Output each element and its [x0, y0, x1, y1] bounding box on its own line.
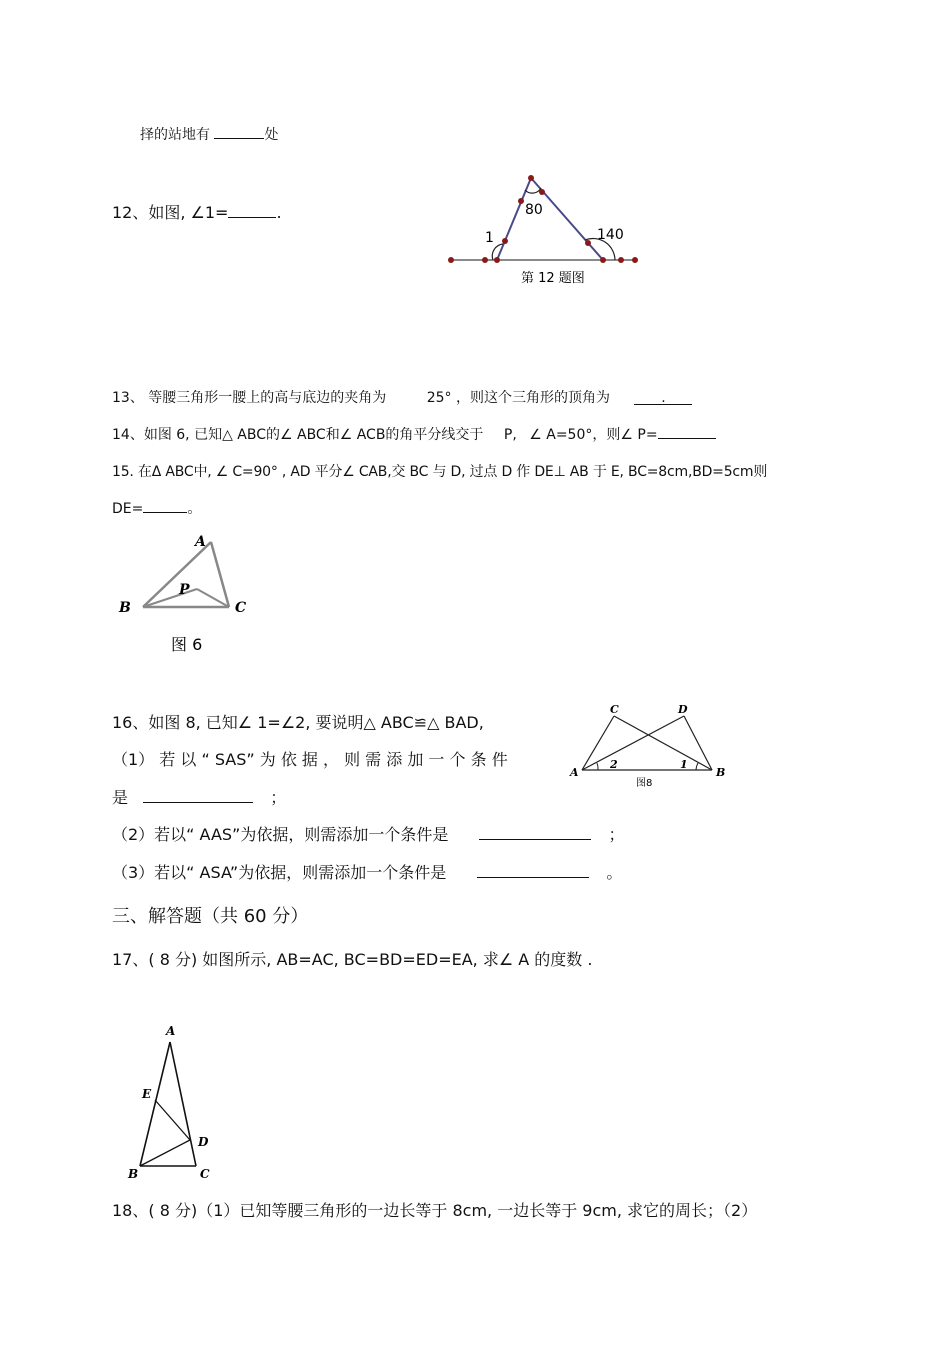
fig12-label-140: 140: [597, 227, 624, 243]
fig8-label-b: B: [716, 766, 726, 779]
q14-line: [112, 424, 716, 444]
fig17-label-b: B: [128, 1167, 139, 1181]
q11-suffix: 处: [264, 127, 279, 143]
q12-text: 12、如图, ∠1=: [112, 203, 229, 222]
q13-end: .: [661, 390, 666, 406]
q15-end: 。: [187, 501, 202, 517]
q12-line: [112, 200, 282, 223]
fig8-label-c: C: [610, 703, 619, 716]
q15-blank: [143, 498, 187, 513]
q16-line3-text: 是: [112, 788, 129, 807]
figure-6: [115, 530, 255, 660]
q14-ask: ，则∠ P=: [592, 427, 658, 443]
q16-line5-end: 。: [606, 863, 623, 882]
fig12-points: [448, 175, 638, 263]
fig8-side-cb: [614, 716, 712, 770]
q16-line4-text: （2）若以“ AAS”为依据，则需添加一个条件是: [112, 825, 449, 844]
fig17-side-ab: [140, 1042, 170, 1166]
q12-end: .: [276, 203, 282, 222]
q16-aas-blank: [479, 825, 591, 840]
q14-text: 14、如图 6, 已知△ ABC的∠ ABC和∠ ACB的角平分线交于: [112, 427, 484, 443]
q12-blank: [228, 203, 276, 218]
q16-line5-text: （3）若以“ ASA”为依据，则需添加一个条件是: [112, 863, 447, 882]
figure-17: [122, 1020, 222, 1190]
q14-blank: [658, 424, 716, 439]
q13-angle: 25°: [426, 390, 452, 406]
q16-line3-end: ；: [270, 788, 287, 807]
fig6-side-ab: [143, 542, 211, 607]
fig17-label-a: A: [166, 1024, 176, 1038]
q14-point: P,: [503, 427, 517, 443]
figure-8: [568, 702, 738, 792]
fig6-label-b: B: [119, 600, 131, 616]
q16-line4: [112, 822, 625, 845]
q13-text2: ，则这个三角形的顶角为: [456, 390, 610, 406]
fig17-segment-bd: [140, 1140, 190, 1166]
fig6-label-p: P: [179, 582, 190, 598]
q13-blank: [634, 390, 692, 405]
figure-12: [445, 170, 645, 285]
q13-text: 13、 等腰三角形一腰上的高与底边的夹角为: [112, 390, 387, 406]
fig17-label-e: E: [142, 1087, 152, 1101]
q11-tail-line: [140, 124, 278, 144]
fig12-caption: 第 12 题图: [521, 271, 585, 286]
fig8-angle1-arc: [696, 763, 698, 770]
fig8-side-ad: [582, 716, 684, 770]
fig17-side-ac: [170, 1042, 196, 1166]
q16-line5: [112, 860, 622, 883]
q16-sas-blank: [143, 788, 253, 803]
q16-line1: 16、如图 8, 已知∠ 1=∠2, 要说明△ ABC≌△ BAD,: [112, 713, 484, 732]
q18-line: 18、( 8 分)（1）已知等腰三角形的一边长等于 8cm, 一边长等于 9cm, 求它的周长；（2）: [112, 1201, 758, 1220]
fig17-segment-ed: [155, 1100, 190, 1140]
fig8-label-a: A: [570, 766, 579, 779]
q15-text2: DE=: [112, 501, 144, 517]
q11-text: 择的站地有: [140, 127, 210, 143]
fig8-angle2-arc: [597, 763, 598, 770]
q13-line: [112, 387, 692, 407]
q15-line2: [112, 498, 201, 518]
q14-cond: ∠ A=50°: [529, 427, 593, 443]
q16-line4-end: ；: [608, 825, 625, 844]
q16-line2: （1） 若 以 “ SAS” 为 依 据 ， 则 需 添 加 一 个 条 件: [112, 750, 508, 769]
fig6-label-a: A: [195, 534, 206, 550]
q15-line1: 15. 在Δ ABC中, ∠ C=90° , AD 平分∠ CAB,交 BC 与 D, 过点 D 作 DE⊥ AB 于 E, BC=8cm,BD=5cm则: [112, 464, 768, 480]
fig17-label-d: D: [198, 1135, 209, 1149]
q17-line: 17、( 8 分) 如图所示, AB=AC, BC=BD=ED=EA, 求∠ A 的度数 .: [112, 950, 593, 969]
fig8-angle2-label: 2: [610, 758, 618, 771]
fig8-caption: 图8: [636, 778, 653, 789]
fig12-label-80: 80: [525, 202, 543, 218]
fig6-caption: 图 6: [171, 635, 203, 654]
fig17-label-c: C: [200, 1167, 210, 1181]
q16-asa-blank: [477, 863, 589, 878]
fig6-label-c: C: [235, 600, 247, 616]
section3-title: 三、解答题（共 60 分）: [112, 906, 309, 927]
fig8-angle1-label: 1: [680, 758, 688, 771]
q16-line3: [112, 785, 286, 808]
fig8-label-d: D: [678, 703, 688, 716]
q11-blank: [214, 124, 264, 139]
fig12-label-1: 1: [485, 230, 494, 246]
